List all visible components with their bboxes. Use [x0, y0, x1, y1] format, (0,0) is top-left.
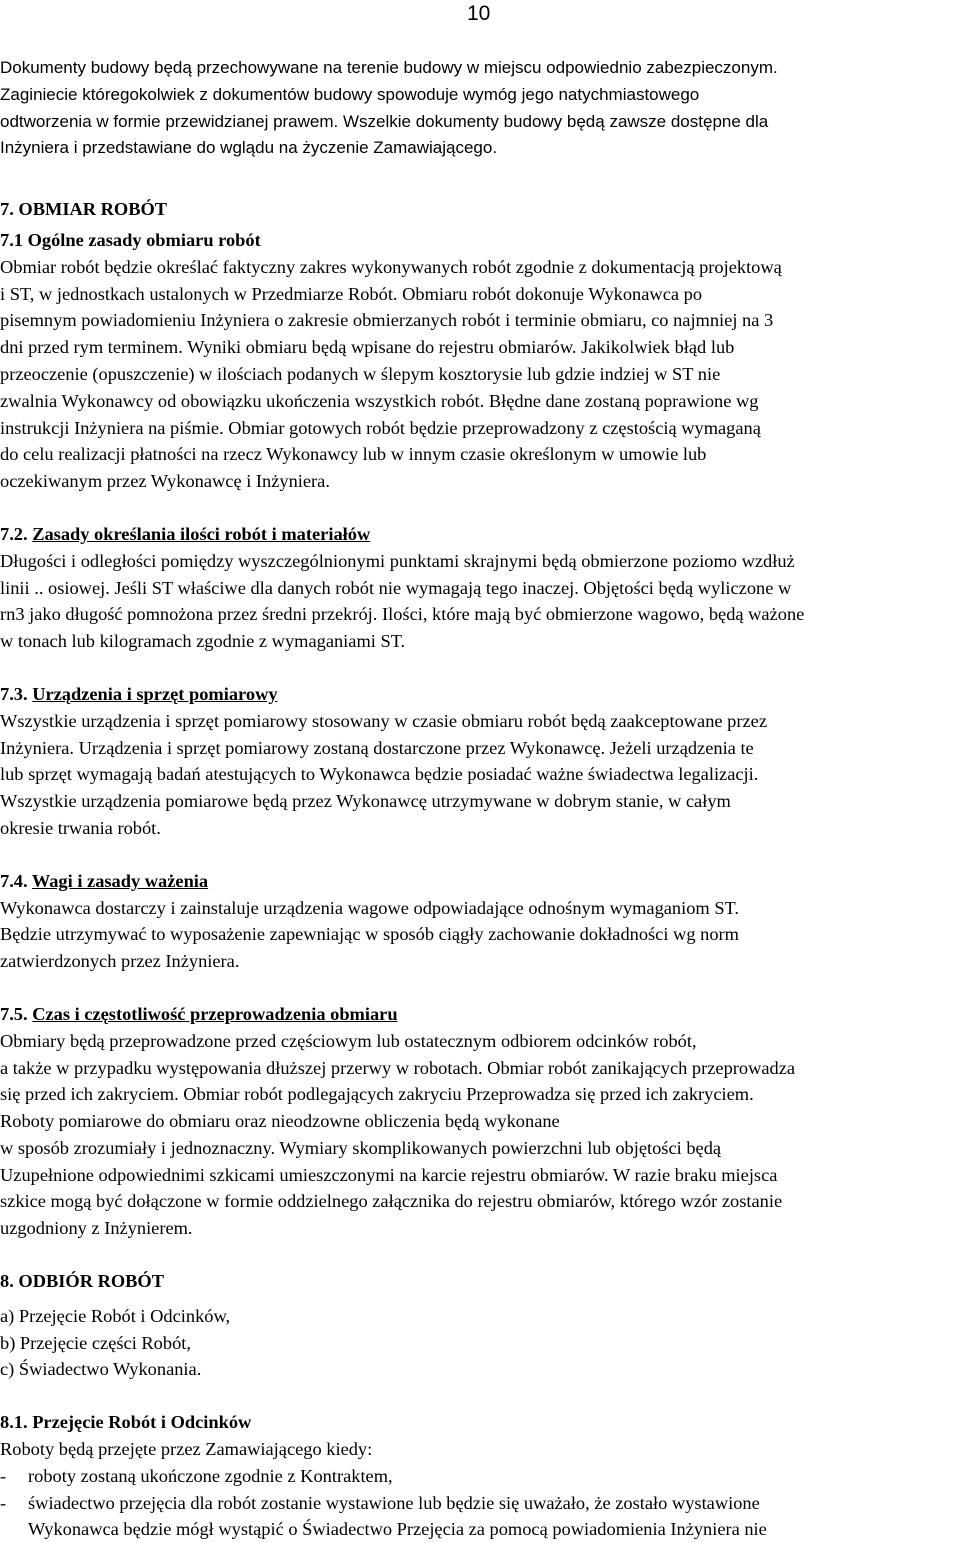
- text-line: Zaginiecie któregokolwiek z dokumentów budowy spowoduje wymóg jego natychmiastowego: [0, 84, 700, 104]
- spacer: [0, 495, 948, 521]
- section-7-5-heading: 7.5. Czas i częstotliwość przeprowadzenia obmiaru: [0, 1003, 398, 1024]
- list-item: - świadectwo przejęcia dla robót zostanie wystawione lub będzie się uważało, że zostało wystawione: [0, 1490, 948, 1517]
- text-line: w sposób zrozumiały i jednoznaczny. Wymiary skomplikowanych powierzchni lub objętości będą: [0, 1137, 722, 1158]
- dash-marker: -: [0, 1492, 7, 1513]
- spacer: [0, 162, 948, 196]
- section-7-1-heading: 7.1 Ogólne zasady obmiaru robót: [0, 229, 261, 250]
- text-line: Inżyniera i przedstawiane do wglądu na życzenie Zamawiającego.: [0, 138, 498, 158]
- spacer: [0, 842, 948, 868]
- text-line: odtworzenia w formie przewidzianej prawem. Wszelkie dokumenty budowy będą zawsze dostępne dla: [0, 111, 769, 131]
- list-item: a) Przejęcie Robót i Odcinków,: [0, 1305, 231, 1326]
- spacer: [0, 975, 948, 1001]
- page-number: 10: [467, 2, 491, 25]
- text-line: Dokumenty budowy będą przechowywane na terenie budowy w miejscu odpowiednio zabezpieczonym.: [0, 58, 778, 77]
- text-line: w tonach lub kilogramach zgodnie z wymaganiami ST.: [0, 631, 406, 652]
- section-7-3: [0, 681, 948, 842]
- text-line: Długości i odległości pomiędzy wyszczególnionymi punktami skrajnymi będą obmierzone poziomo wzdłuż: [0, 550, 795, 571]
- text-line: pisemnym powiadomieniu Inżyniera o zakresie obmierzanych robót i terminie obmiaru, co najmniej na 3: [0, 310, 774, 331]
- text-line: Będzie utrzymywać to wyposażenie zapewniając w sposób ciągły zachowanie dokładności wg norm: [0, 924, 739, 945]
- document-body: [0, 55, 948, 1543]
- spacer: [0, 655, 948, 681]
- section-7-4: [0, 868, 948, 975]
- section-7-3-heading: 7.3. Urządzenia i sprzęt pomiarowy: [0, 683, 278, 704]
- text-line: się przed ich zakryciem. Obmiar robót podlegających zakryciu Przeprowadza się przed ich zakryciem.: [0, 1084, 754, 1105]
- spacer: [0, 1242, 948, 1268]
- text-line: zwalnia Wykonawcy od obowiązku ukończenia wszystkich robót. Błędne dane zostaną poprawione wg: [0, 390, 759, 411]
- list-item-continuation: Wykonawca będzie mógł wystąpić o Świadectwo Przejęcia za pomocą powiadomienia Inżyniera nie: [28, 1519, 767, 1540]
- text-line: Wykonawca dostarczy i zainstaluje urządzenia wagowe odpowiadające odnośnym wymaganiom ST.: [0, 897, 740, 918]
- text-line: zatwierdzonych przez Inżyniera.: [0, 951, 240, 972]
- spacer: [0, 1383, 948, 1409]
- text-line: instrukcji Inżyniera na piśmie. Obmiar gotowych robót będzie przeprowadzony z częstością wymaganą: [0, 417, 761, 438]
- text-line: rn3 jako długość pomnożona przez średni przekrój. Ilości, które mają być obmierzone wagowo, będą ważone: [0, 604, 805, 625]
- section-8-1: [0, 1409, 948, 1543]
- text-line: szkice mogą być dołączone w formie oddzielnego załącznika do rejestru obmiarów, którego wzór zostanie: [0, 1191, 783, 1212]
- text-line: i ST, w jednostkach ustalonych w Przedmiarze Robót. Obmiaru robót dokonuje Wykonawca po: [0, 283, 703, 304]
- list-item: b) Przejęcie części Robót,: [0, 1332, 191, 1353]
- list-item: - roboty zostaną ukończone zgodnie z Kontraktem,: [0, 1463, 948, 1490]
- text-line: okresie trwania robót.: [0, 817, 161, 838]
- section-7-2-heading: 7.2. Zasady określania ilości robót i materiałów: [0, 523, 371, 544]
- section-7-2: [0, 521, 948, 655]
- text-line: Wszystkie urządzenia pomiarowe będą przez Wykonawcę utrzymywane w dobrym stanie, w całym: [0, 791, 731, 812]
- text-line: a także w przypadku występowania dłuższej przerwy w robotach. Obmiar robót zanikających przeprowadza: [0, 1057, 796, 1078]
- text-line: uzgodniony z Inżynierem.: [0, 1218, 193, 1239]
- section-7-title: 7. OBMIAR ROBÓT: [0, 199, 168, 220]
- text-line: Roboty pomiarowe do obmiaru oraz nieodzowne obliczenia będą wykonane: [0, 1111, 560, 1132]
- text-line: Obmiary będą przeprowadzone przed częściowym lub ostatecznym odbiorem odcinków robót,: [0, 1030, 697, 1051]
- text-line: Inżyniera. Urządzenia i sprzęt pomiarowy zostaną dostarczone przez Wykonawcę. Jeżeli urządzenia te: [0, 737, 754, 758]
- text-line: dni przed rym terminem. Wyniki obmiaru będą wpisane do rejestru obmiarów. Jakikolwiek błąd lub: [0, 337, 735, 358]
- section-7-5: [0, 1001, 948, 1242]
- intro-paragraph: [0, 55, 948, 162]
- section-8-list: [0, 1303, 948, 1383]
- dash-marker: -: [0, 1465, 7, 1486]
- text-line: Obmiar robót będzie określać faktyczny zakres wykonywanych robót zgodnie z dokumentacją projektową: [0, 256, 782, 277]
- text-line: do celu realizacji płatności na rzecz Wykonawcy lub w innym czasie określonym w umowie lub: [0, 444, 707, 465]
- list-item: c) Świadectwo Wykonania.: [0, 1359, 202, 1380]
- text-line: Roboty będą przejęte przez Zamawiającego kiedy:: [0, 1439, 373, 1460]
- text-line: przeoczenie (opuszczenie) w ilościach podanych w ślepym kosztorysie lub gdzie indziej w ST nie: [0, 363, 721, 384]
- text-line: linii .. osiowej. Jeśli ST właściwe dla danych robót nie wymagają tego inaczej. Objętości będą wyliczone w: [0, 577, 792, 598]
- text-line: Uzupełnione odpowiednimi szkicami umieszczonymi na karcie rejestru obmiarów. W razie braku miejsca: [0, 1164, 778, 1185]
- section-8-title: 8. ODBIÓR ROBÓT: [0, 1271, 165, 1292]
- text-line: oczekiwanym przez Wykonawcę i Inżyniera.: [0, 471, 330, 492]
- section-7-1: [0, 227, 948, 495]
- text-line: lub sprzęt wymagają badań atestujących to Wykonawca będzie posiadać ważne świadectwa legalizacji.: [0, 764, 759, 785]
- section-8-1-heading: 8.1. Przejęcie Robót i Odcinków: [0, 1412, 252, 1433]
- spacer: [0, 1295, 948, 1303]
- text-line: Wszystkie urządzenia i sprzęt pomiarowy stosowany w czasie obmiaru robót będą zaakceptowane przez: [0, 710, 767, 731]
- section-7-4-heading: 7.4. Wagi i zasady ważenia: [0, 870, 209, 891]
